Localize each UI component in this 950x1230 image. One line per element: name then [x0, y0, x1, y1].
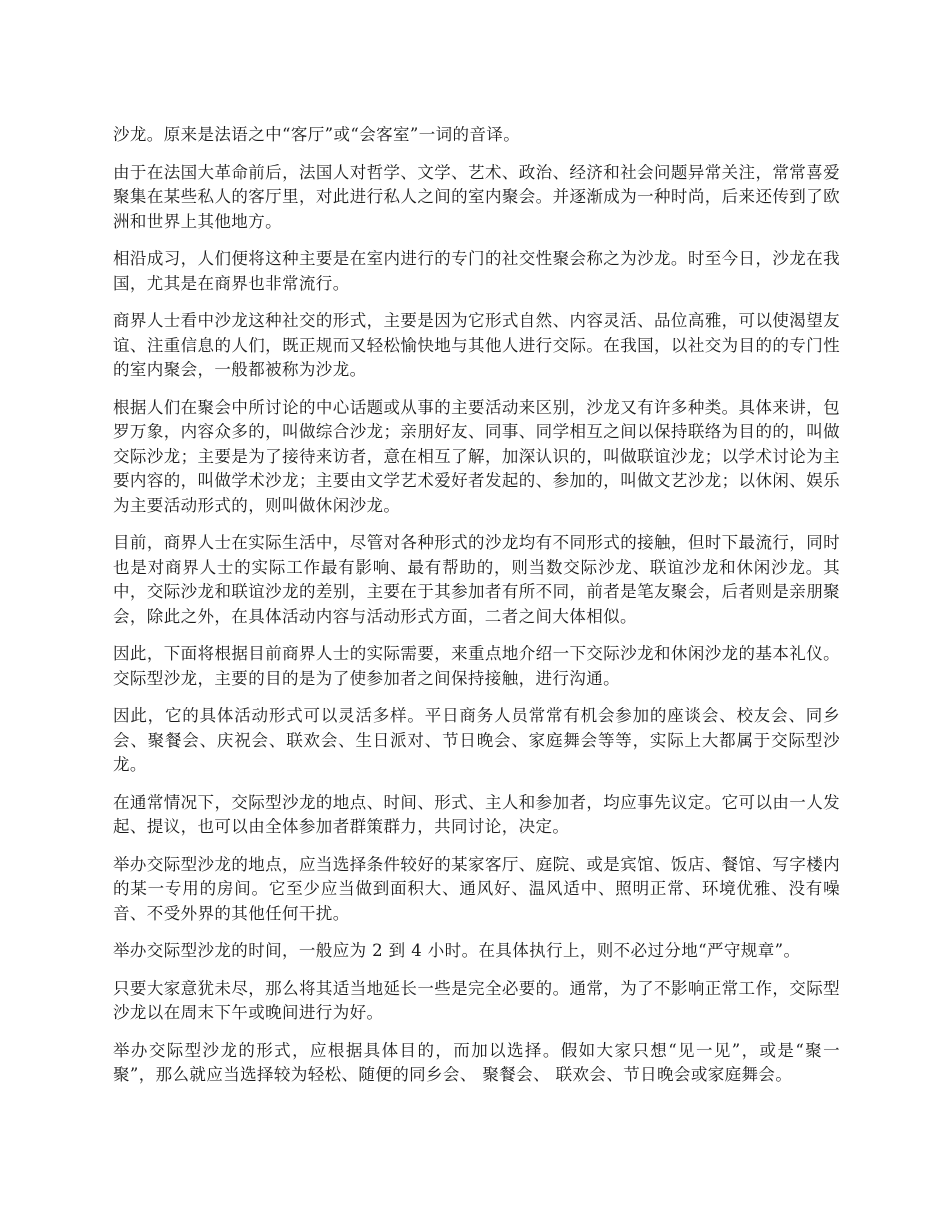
paragraph-9: 在通常情况下，交际型沙龙的地点、时间、形式、主人和参加者，均应事先议定。它可以由一人发起、提议，也可以由全体参加者群策群力，共同讨论，决定。	[113, 792, 840, 836]
document-body	[113, 123, 840, 1101]
paragraph-13: 举办交际型沙龙的形式，应根据具体目的，而加以选择。假如大家只想“见一见”，或是“聚一聚”，那么就应当选择较为轻松、随便的同乡会、 聚餐会、 联欢会、节日晚会或家庭舞会。	[113, 1040, 840, 1084]
paragraph-10: 举办交际型沙龙的地点，应当选择条件较好的某家客厅、庭院、或是宾馆、饭店、餐馆、写字楼内的某一专用的房间。它至少应当做到面积大、通风好、温风适中、照明正常、环境优雅、没有噪音、不受外界的其他任何干扰。	[113, 854, 840, 923]
paragraph-6: 目前，商界人士在实际生活中，尽管对各种形式的沙龙均有不同形式的接触，但时下最流行，同时也是对商界人士的实际工作最有影响、最有帮助的，则当数交际沙龙、联谊沙龙和休闲沙龙。其中，交际沙龙和联谊沙龙的差别，主要在于其参加者有所不同，前者是笔友聚会，后者则是亲朋聚会，除此之外，在具体活动内容与活动形式方面，二者之间大体相似。	[113, 533, 840, 626]
paragraph-7: 因此，下面将根据目前商界人士的实际需要，来重点地介绍一下交际沙龙和休闲沙龙的基本礼仪。交际型沙龙，主要的目的是为了使参加者之间保持接触，进行沟通。	[113, 644, 840, 688]
paragraph-3: 相沿成习，人们便将这种主要是在室内进行的专门的社交性聚会称之为沙龙。时至今日，沙龙在我国，尤其是在商界也非常流行。	[113, 249, 840, 293]
paragraph-2: 由于在法国大革命前后，法国人对哲学、文学、艺术、政治、经济和社会问题异常关注，常常喜爱聚集在某些私人的客厅里，对此进行私人之间的室内聚会。并逐渐成为一种时尚，后来还传到了欧洲和世界上其他地方。	[113, 162, 840, 231]
paragraph-1: 沙龙。原来是法语之中“客厅”或“会客室”一词的音译。	[113, 125, 521, 144]
paragraph-12: 只要大家意犹未尽，那么将其适当地延长一些是完全必要的。通常，为了不影响正常工作，交际型沙龙以在周末下午或晚间进行为好。	[113, 978, 840, 1022]
paragraph-4: 商界人士看中沙龙这种社交的形式，主要是因为它形式自然、内容灵活、品位高雅，可以使渴望友谊、注重信息的人们，既正规而又轻松愉快地与其他人进行交际。在我国，以社交为目的的专门性的室内聚会，一般都被称为沙龙。	[113, 311, 840, 379]
paragraph-5: 根据人们在聚会中所讨论的中心话题或从事的主要活动来区别，沙龙又有许多种类。具体来讲，包罗万象，内容众多的，叫做综合沙龙；亲朋好友、同事、同学相互之间以保持联络为目的的，叫做交际沙龙；主要是为了接待来访者，意在相互了解，加深认识的，叫做联谊沙龙；以学术讨论为主要内容的，叫做学术沙龙；主要由文学艺术爱好者发起的、参加的，叫做文艺沙龙；以休闲、娱乐为主要活动形式的，则叫做休闲沙龙。	[113, 397, 840, 515]
paragraph-8: 因此，它的具体活动形式可以灵活多样。平日商务人员常常有机会参加的座谈会、校友会、同乡会、聚餐会、庆祝会、联欢会、生日派对、节日晚会、家庭舞会等等，实际上大都属于交际型沙龙。	[113, 706, 840, 774]
paragraph-11: 举办交际型沙龙的时间，一般应为 2 到 4 小时。在具体执行上，则不必过分地“严守规章”。	[113, 941, 801, 960]
